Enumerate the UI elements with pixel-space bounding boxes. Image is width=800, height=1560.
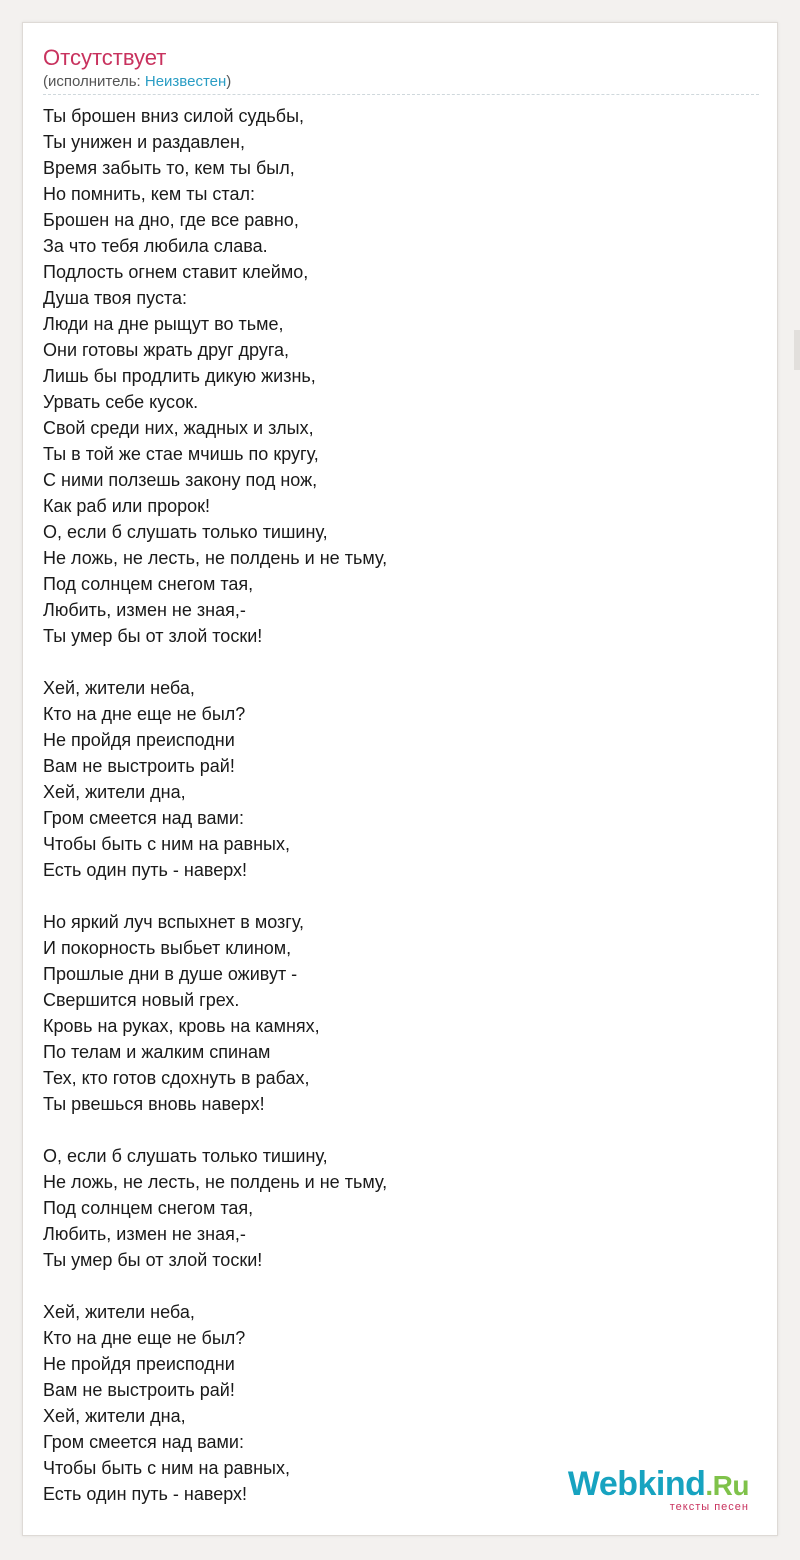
lyric-line: О, если б слушать только тишину, [43,522,328,542]
lyric-line: С ними ползешь закону под нож, [43,470,318,490]
lyric-line: Свой среди них, жадных и злых, [43,418,314,438]
lyric-line: Под солнцем снегом тая, [43,1198,254,1218]
lyric-line: Люди на дне рыщут во тьме, [43,314,284,334]
lyric-line: Они готовы жрать друг друга, [43,340,289,360]
logo-main-text: Webkind [567,1465,706,1503]
artist-link[interactable]: Неизвестен [144,73,227,90]
lyrics-card [22,22,778,1536]
lyric-line: Как раб или пророк! [43,496,210,516]
lyrics-text [43,103,743,1507]
lyric-line: Кто на дне еще не был? [43,1328,246,1348]
stanza-gap [43,649,743,675]
lyric-line: Душа твоя пуста: [43,288,187,308]
artist-suffix: ) [226,73,232,90]
lyric-line: И покорность выбьет клином, [43,938,292,958]
lyric-line: Не ложь, не лесть, не полдень и не тьму, [43,1172,388,1192]
lyric-line: Брошен на дно, где все равно, [43,210,299,230]
lyric-line: Хей, жители неба, [43,1302,195,1322]
page-scrollbar[interactable] [794,330,800,370]
lyric-line: Подлость огнем ставит клеймо, [43,262,309,282]
lyric-line: Гром смеется над вами: [43,1432,244,1452]
lyric-line: Кровь на руках, кровь на камнях, [43,1016,320,1036]
lyric-line: Но яркий луч вспыхнет в мозгу, [43,912,305,932]
lyric-line: Чтобы быть с ним на равных, [43,834,290,854]
title-divider [43,94,759,95]
lyric-line: Тех, кто готов сдохнуть в рабах, [43,1068,310,1088]
stanza-gap [43,1117,743,1143]
lyric-line: Хей, жители неба, [43,678,195,698]
lyric-line: Хей, жители дна, [43,1406,186,1426]
lyric-line: Вам не выстроить рай! [43,756,235,776]
lyric-line: Свершится новый грех. [43,990,240,1010]
logo-tagline: тексты песен [669,1501,749,1513]
lyric-line: Но помнить, кем ты стал: [43,184,255,204]
lyric-line: Есть один путь - наверх! [43,1484,248,1504]
lyric-line: Ты рвешься вновь наверх! [43,1094,265,1114]
site-logo[interactable] [568,1467,749,1513]
artist-prefix: (исполнитель: [43,73,145,90]
lyric-line: Лишь бы продлить дикую жизнь, [43,366,316,386]
lyric-line: О, если б слушать только тишину, [43,1146,328,1166]
stanza-gap [43,1273,743,1299]
lyric-line: Под солнцем снегом тая, [43,574,254,594]
lyric-line: Ты умер бы от злой тоски! [43,626,263,646]
lyric-line: Не пройдя преисподни [43,1354,235,1374]
lyric-line: Гром смеется над вами: [43,808,244,828]
lyric-line: Кто на дне еще не был? [43,704,246,724]
lyric-line: Любить, измен не зная,- [43,600,246,620]
logo-wordmark [568,1467,749,1503]
lyric-line: Ты унижен и раздавлен, [43,132,245,152]
stanza-gap [43,883,743,909]
lyric-line: Урвать себе кусок. [43,392,199,412]
lyric-line: Ты брошен вниз силой судьбы, [43,106,305,126]
lyric-line: Вам не выстроить рай! [43,1380,235,1400]
lyric-line: Прошлые дни в душе оживут - [43,964,298,984]
lyric-line: Не пройдя преисподни [43,730,235,750]
lyric-line: По телам и жалким спинам [43,1042,271,1062]
lyric-line: Время забыть то, кем ты был, [43,158,295,178]
lyric-line: Хей, жители дна, [43,782,186,802]
artist-line [43,73,231,91]
lyric-line: Ты умер бы от злой тоски! [43,1250,263,1270]
lyric-line: Ты в той же стае мчишь по кругу, [43,444,319,464]
logo-suffix-text: .Ru [705,1470,749,1501]
lyric-line: За что тебя любила слава. [43,236,268,256]
lyric-line: Есть один путь - наверх! [43,860,248,880]
song-title: Отсутствует [43,45,167,70]
lyric-line: Чтобы быть с ним на равных, [43,1458,290,1478]
lyric-line: Любить, измен не зная,- [43,1224,246,1244]
lyric-line: Не ложь, не лесть, не полдень и не тьму, [43,548,388,568]
